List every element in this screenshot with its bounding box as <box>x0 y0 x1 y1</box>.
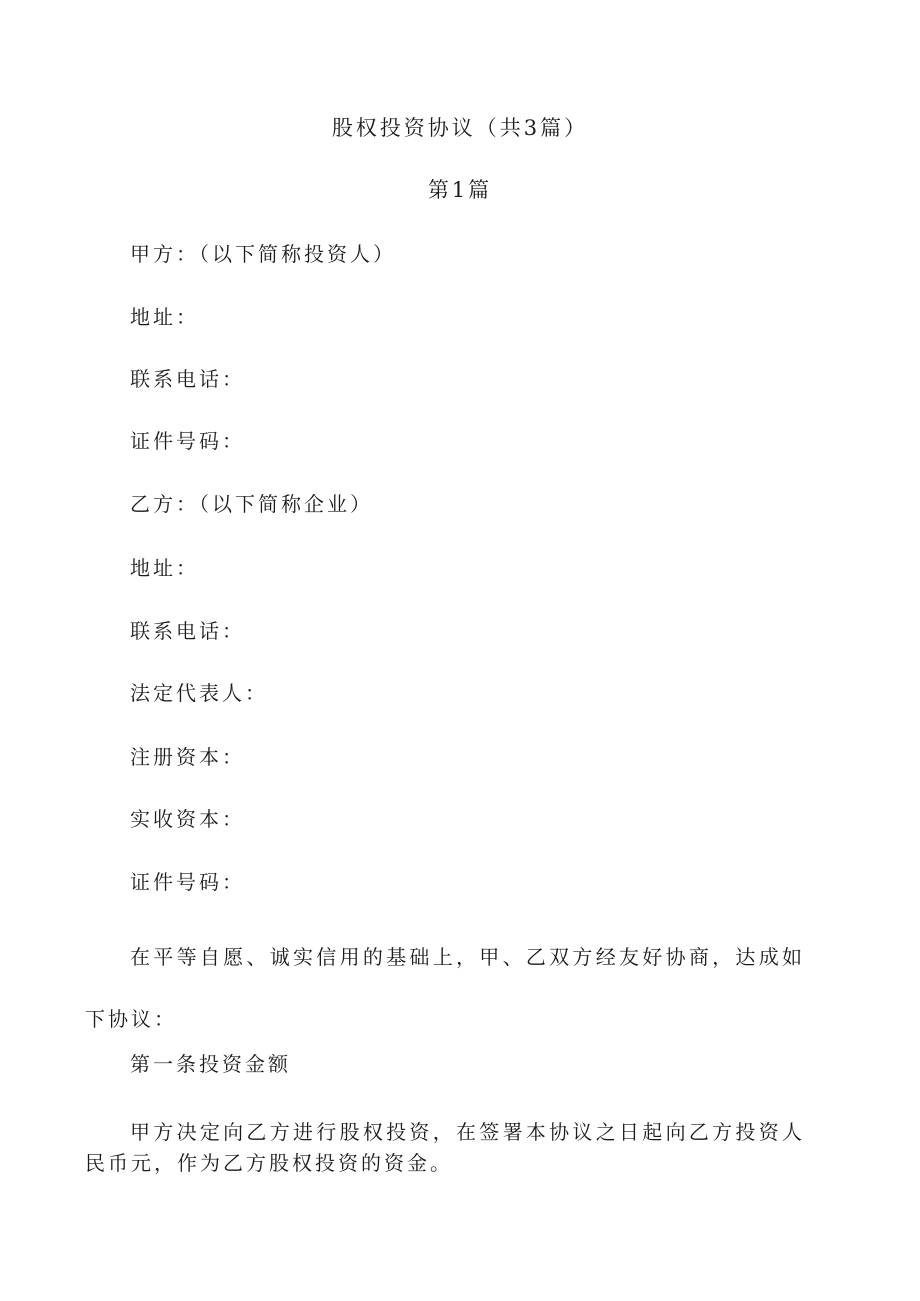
party-b-name-line: 乙方：（以下简称企业） <box>130 492 373 516</box>
party-b-registered-capital: 注册资本： <box>130 745 245 769</box>
intro-paragraph: 在平等自愿、诚实信用的基础上，甲、乙双方经友好协商，达成如下协议： <box>85 945 805 1031</box>
article-1-heading: 第一条投资金额 <box>130 1052 291 1076</box>
party-b-paid-in-capital: 实收资本： <box>130 807 245 831</box>
party-a-address: 地址： <box>130 305 199 329</box>
party-b-id-number: 证件号码： <box>130 870 245 894</box>
party-a-phone: 联系电话： <box>130 367 245 391</box>
party-b-address: 地址： <box>130 556 199 580</box>
party-a-id-number: 证件号码： <box>130 429 245 453</box>
party-a-name-line: 甲方：（以下简称投资人） <box>130 242 396 266</box>
party-b-legal-rep: 法定代表人： <box>130 681 268 705</box>
document-subtitle: 第1篇 <box>427 178 493 202</box>
document-title: 股权投资协议（共3篇） <box>331 116 589 140</box>
party-b-phone: 联系电话： <box>130 619 245 643</box>
article-1-body: 甲方决定向乙方进行股权投资，在签署本协议之日起向乙方投资人民币元，作为乙方股权投资的资金。 <box>85 1120 805 1175</box>
